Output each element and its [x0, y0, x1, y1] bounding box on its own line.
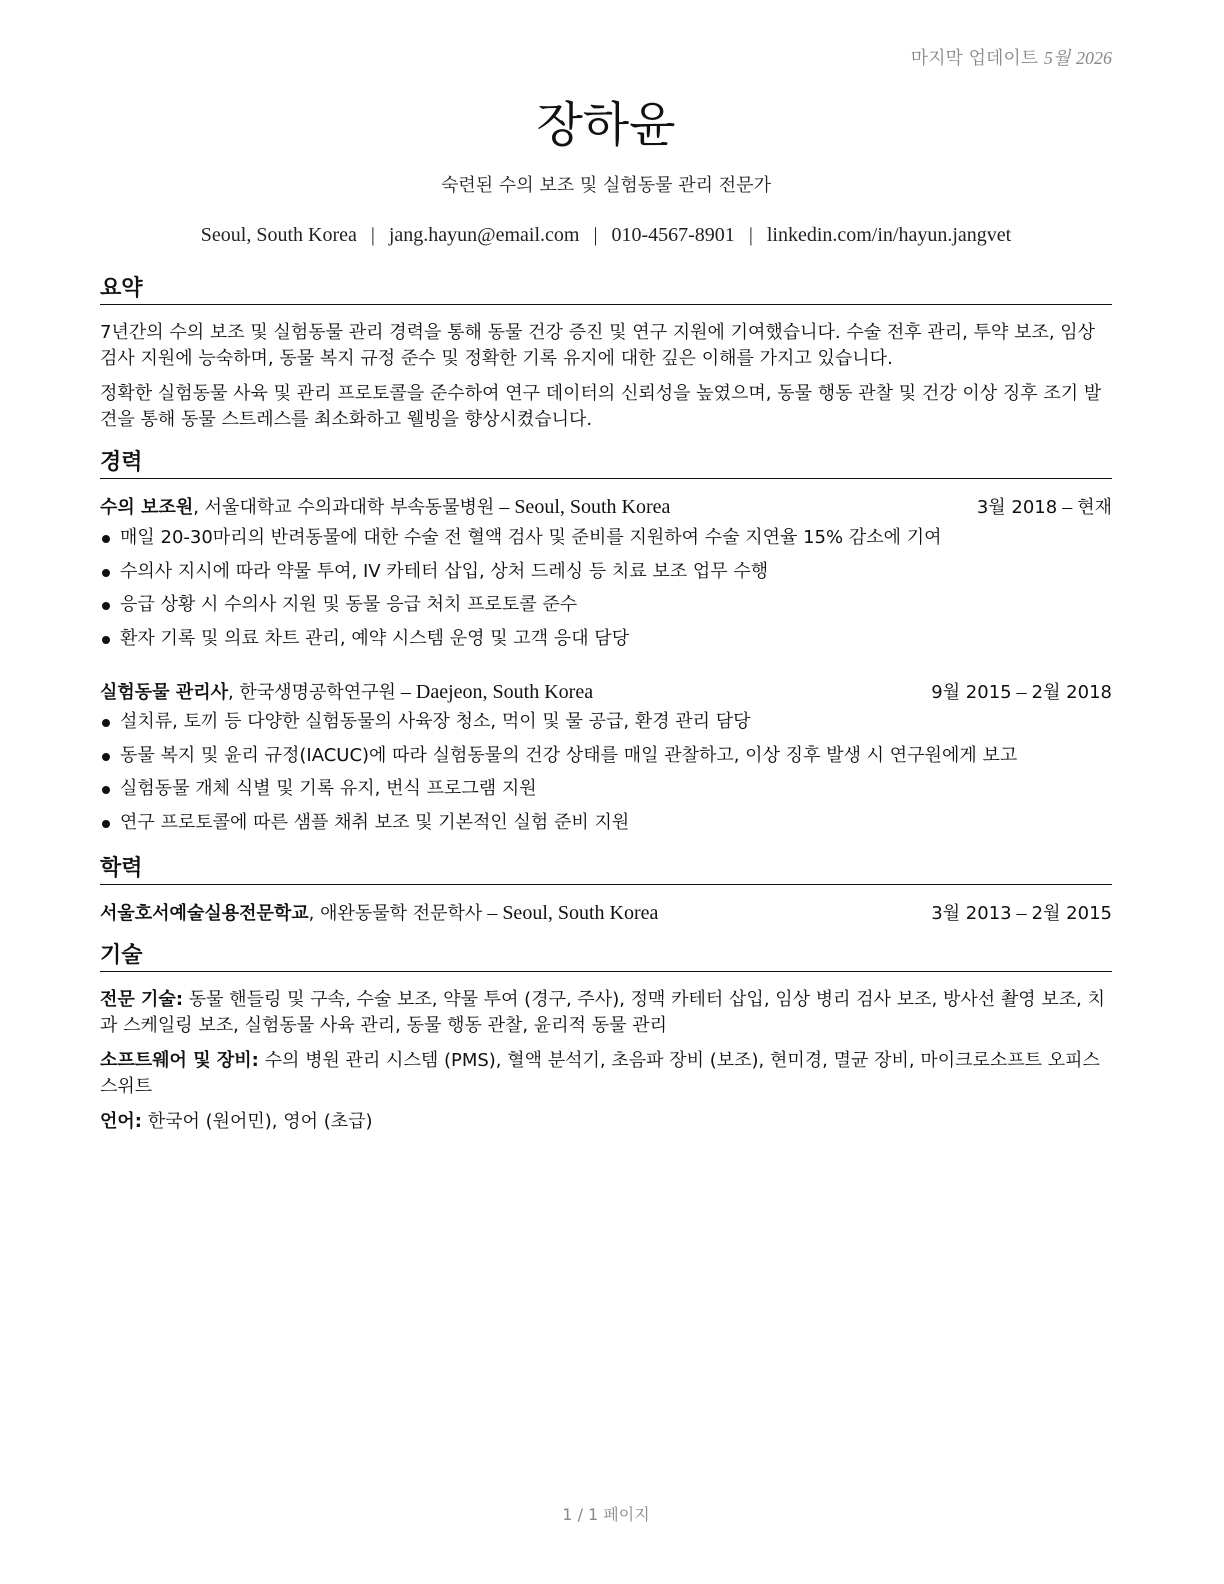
- list-item: 동물 복지 및 윤리 규정(IACUC)에 따라 실험동물의 건강 상태를 매일 관찰하고, 이상 징후 발생 시 연구원에게 보고: [100, 743, 1112, 777]
- list-item: 실험동물 개체 식별 및 기록 유지, 번식 프로그램 지원: [100, 776, 1112, 810]
- section-heading-education: 학력: [100, 856, 1112, 885]
- job-location: – Daejeon, South Korea: [395, 681, 594, 703]
- education-location: – Seoul, South Korea: [482, 902, 659, 924]
- education-start: 3월 2013: [931, 903, 1012, 924]
- summary-paragraph: 7년간의 수의 보조 및 실험동물 관리 경력을 통해 동물 건강 증진 및 연구 지원에 기여했습니다. 수술 전후 관리, 투약 보조, 임상 검사 지원에 능숙하며, 동물 복지 규정 준수 및 정확한 기록 유지에 대한 깊은 이해를 가지고 있습니다.: [100, 322, 1096, 369]
- job-title: 수의 보조원: [100, 497, 194, 518]
- skill-label: 전문 기술:: [100, 989, 184, 1010]
- last-updated-label: 마지막 업데이트: [910, 48, 1039, 69]
- job-header: [100, 679, 1112, 706]
- job-title: 실험동물 관리사: [100, 682, 228, 703]
- last-updated-month: 5월: [1043, 48, 1071, 68]
- education-dates: 3월 2013 – 2월 2015: [931, 902, 1112, 924]
- list-item: 설치류, 토끼 등 다양한 실험동물의 사육장 청소, 먹이 및 물 공급, 환경 관리 담당: [100, 709, 1112, 743]
- job-location: – Seoul, South Korea: [494, 496, 671, 518]
- contact-separator: |: [593, 224, 598, 246]
- education-degree: , 애완동물학 전문학사: [308, 903, 483, 924]
- section-heading-skills: 기술: [100, 943, 1112, 972]
- list-item: 연구 프로토콜에 따른 샘플 채취 보조 및 기본적인 실험 준비 지원: [100, 810, 1112, 844]
- candidate-tagline: 숙련된 수의 보조 및 실험동물 관리 전문가: [441, 175, 771, 196]
- section-heading-experience: 경력: [100, 450, 1112, 479]
- education-entry: [100, 900, 1112, 927]
- job-start: 3월 2018: [976, 497, 1058, 518]
- contact-line: [100, 224, 1112, 247]
- list-item: 수의사 지시에 따라 약물 투여, IV 카테터 삽입, 상처 드레싱 등 치료 보조 업무 수행: [100, 559, 1112, 593]
- resume-page: [100, 0, 1112, 1584]
- skill-label: 언어:: [100, 1111, 142, 1132]
- skill-label: 소프트웨어 및 장비:: [100, 1050, 259, 1071]
- job-end: 2월 2018: [1031, 682, 1112, 703]
- list-item: 매일 20-30마리의 반려동물에 대한 수술 전 혈액 검사 및 준비를 지원하여 수술 지연율 15% 감소에 기여: [100, 525, 1112, 559]
- skill-text: 한국어 (원어민), 영어 (초급): [141, 1111, 373, 1132]
- skill-text: 수의 병원 관리 시스템 (PMS), 혈액 분석기, 초음파 장비 (보조), 현미경, 멸균 장비, 마이크로소프트 오피스 스위트: [100, 1050, 1100, 1097]
- page-number: 1 / 1 페이지: [562, 1505, 650, 1524]
- job-bullets: [100, 709, 1112, 843]
- job-start: 9월 2015: [931, 682, 1012, 703]
- contact-separator: |: [748, 224, 753, 246]
- job-dates: 3월 2018 – 현재: [976, 496, 1112, 518]
- contact-phone: 010-4567-8901: [611, 224, 735, 246]
- skill-row: [100, 987, 1112, 1039]
- job-end: 현재: [1077, 497, 1112, 518]
- contact-linkedin[interactable]: linkedin.com/in/hayun.jangvet: [766, 224, 1012, 246]
- job-bullets: [100, 525, 1112, 659]
- contact-location: Seoul, South Korea: [200, 224, 357, 246]
- skill-row: [100, 1109, 1112, 1135]
- skill-row: [100, 1048, 1112, 1100]
- education-school: 서울호서예술실용전문학교: [100, 903, 309, 924]
- job-organization: , 서울대학교 수의과대학 부속동물병원: [193, 497, 495, 518]
- list-item: 환자 기록 및 의료 차트 관리, 예약 시스템 운영 및 고객 응대 담당: [100, 626, 1112, 660]
- job-organization: , 한국생명공학연구원: [227, 682, 396, 703]
- last-updated-year: 2026: [1076, 48, 1112, 68]
- list-item: 응급 상황 시 수의사 지원 및 동물 응급 처치 프로토콜 준수: [100, 592, 1112, 626]
- last-updated: [911, 44, 1112, 70]
- candidate-name: 장하윤: [536, 97, 676, 153]
- contact-separator: |: [370, 224, 375, 246]
- contact-email[interactable]: jang.hayun@email.com: [388, 224, 580, 246]
- section-heading-summary: 요약: [100, 276, 1112, 305]
- summary-paragraph: 정확한 실험동물 사육 및 관리 프로토콜을 준수하여 연구 데이터의 신뢰성을 높였으며, 동물 행동 관찰 및 건강 이상 징후 조기 발견을 통해 동물 스트레스를 최소화하고 웰빙을 향상시켰습니다.: [100, 383, 1102, 430]
- job-header: [100, 494, 1112, 521]
- job-dates: 9월 2015 – 2월 2018: [931, 681, 1112, 703]
- skill-text: 동물 핸들링 및 구속, 수술 보조, 약물 투여 (경구, 주사), 정맥 카테터 삽입, 임상 병리 검사 보조, 방사선 촬영 보조, 치과 스케일링 보조, 실험동물 사육 관리, 동물 행동 관찰, 윤리적 동물 관리: [100, 989, 1105, 1036]
- education-end: 2월 2015: [1031, 903, 1112, 924]
